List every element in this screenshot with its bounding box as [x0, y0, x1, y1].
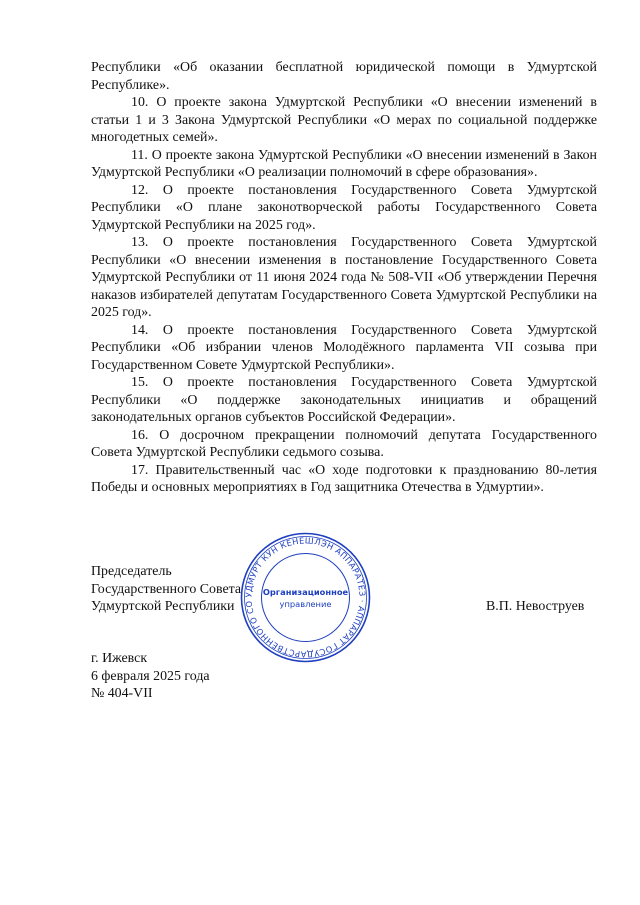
item-text: О досрочном прекращении полномочий депутата Государственного Совета Удмуртской Республики седьмого созыва. — [91, 427, 597, 460]
signature-title-line2: Государственного Совета — [91, 581, 242, 597]
stamp-center-line2: управление — [279, 599, 332, 609]
agenda-item-11 — [91, 147, 597, 182]
item-text: О проекте постановления Государственного Совета Удмуртской Республики «О плане законотворческой работы Государственного Совета Удмуртской Республики на 2025 год». — [91, 182, 597, 233]
stamp-ring-text: УДМУРТ КУН КЕНЕШЛЭН АППАРАТЕЗ · АППАРАТ ГОСУДАРСТВЕННОГО СО — [243, 535, 368, 660]
item-number: 10. — [131, 95, 149, 110]
agenda-item-13 — [91, 234, 597, 322]
item-number: 13. — [131, 235, 149, 250]
item-text: О проекте постановления Государственного Совета Удмуртской Республики «О внесении изменения в постановление Государственного Совета Удмуртской Республики от 11 июня 2024 года № 508-VII «Об утверждении Перечня наказов избирателей депутатам Государственного Совета Удмуртской Республики на 2025 год». — [91, 235, 597, 320]
agenda-item-12 — [91, 182, 597, 235]
item-text: О проекте постановления Государственного Совета Удмуртской Республики «Об избрании членов Молодёжного парламента VII созыва при Государственном Совете Удмуртской Республики». — [91, 322, 597, 373]
signature-title-line3: Удмуртской Республики — [91, 599, 235, 614]
signer-name: В.П. Невоструев — [486, 599, 585, 614]
footer-number: № 404-VII — [91, 686, 153, 701]
item-number: 15. — [131, 375, 149, 390]
official-seal-stamp — [238, 530, 373, 665]
agenda-item-16 — [91, 427, 597, 462]
agenda-item-10 — [91, 94, 597, 147]
footer-city: г. Ижевск — [91, 651, 148, 666]
signature-title-line1: Председатель — [91, 564, 172, 579]
item-number: 16. — [131, 427, 149, 443]
item-number: 14. — [131, 322, 149, 338]
agenda-item-14 — [91, 322, 597, 375]
item-text: О проекте закона Удмуртской Республики «О внесении изменений в Закон Удмуртской Республики «О реализации полномочий в сфере образования». — [91, 147, 597, 180]
item-text: О проекте закона Удмуртской Республики «О внесении изменений в статьи 1 и 3 Закона Удмуртской Республики «О мерах по социальной поддержке многодетных семей». — [91, 95, 597, 145]
item-text: Правительственный час «О ходе подготовки к празднованию 80-летия Победы и основных мероприятиях в Год защитника Отечества в Удмуртии». — [91, 462, 597, 495]
continuation-paragraph: Республики «Об оказании бесплатной юридической помощи в Удмуртской Республике». — [91, 60, 597, 93]
item-number: 11. — [131, 147, 148, 163]
item-number: 12. — [131, 182, 149, 198]
agenda-item-15 — [91, 374, 597, 427]
item-number: 17. — [131, 462, 149, 478]
stamp-outer-ring — [242, 534, 370, 662]
agenda-item-17 — [91, 462, 597, 497]
footer-date: 6 февраля 2025 года — [91, 668, 210, 684]
agenda-list — [91, 59, 597, 497]
item-text: О проекте постановления Государственного Совета Удмуртской Республики «О поддержке законодательных инициатив и обращений законодательных органов субъектов Российской Федерации». — [91, 375, 597, 425]
signature-title — [91, 563, 241, 616]
document-footer — [91, 650, 210, 703]
stamp-center-line1: Организационное — [262, 587, 349, 597]
